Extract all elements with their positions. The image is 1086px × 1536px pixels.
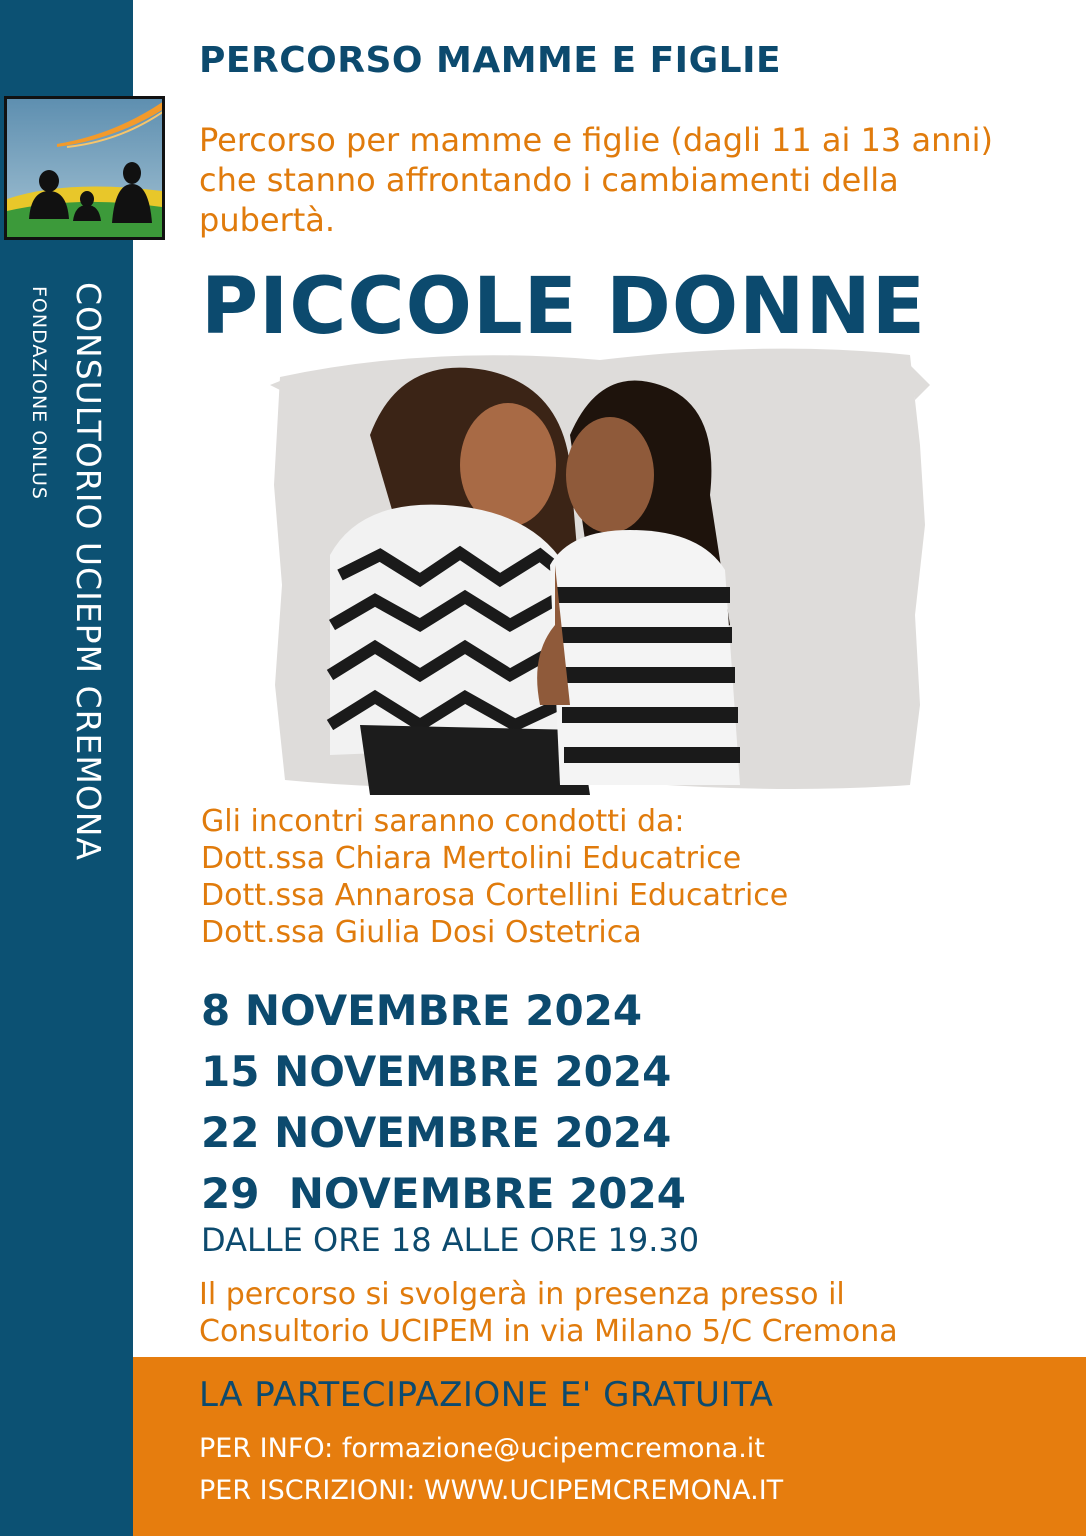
- venue-line: Consultorio UCIPEM in via Milano 5/C Cremona: [199, 1314, 898, 1349]
- date-item: 22 NOVEMBRE 2024: [201, 1108, 672, 1157]
- dates-list: [201, 980, 686, 1224]
- info-email[interactable]: PER INFO: formazione@ucipemcremona.it: [199, 1433, 765, 1464]
- hours-text: DALLE ORE 18 ALLE ORE 19.30: [201, 1221, 700, 1259]
- org-name: CONSULTORIO UCIEPM CREMONA: [69, 282, 108, 862]
- mother-daughter-photo-icon: [270, 325, 930, 800]
- venue-section: [199, 1276, 1059, 1350]
- venue-line: Il percorso si svolgerà in presenza presso il: [199, 1277, 845, 1312]
- free-participation-text: LA PARTECIPAZIONE E' GRATUITA: [199, 1375, 774, 1415]
- footer-banner: [133, 1357, 1086, 1536]
- intro-text: Percorso per mamme e figlie (dagli 11 ai 13 anni) che stanno affrontando i cambiamenti della pubertà.: [199, 121, 993, 239]
- conductor-name: Dott.ssa Chiara Mertolini Educatrice: [201, 841, 742, 876]
- page-title: PICCOLE DONNE: [201, 262, 927, 352]
- conductors-section: [201, 803, 1021, 951]
- org-subtitle: FONDAZIONE ONLUS: [28, 286, 50, 500]
- conductor-name: Dott.ssa Annarosa Cortellini Educatrice: [201, 878, 789, 913]
- date-item: 29 NOVEMBRE 2024: [201, 1169, 686, 1218]
- family-silhouette-logo-icon: [4, 96, 165, 240]
- conductors-intro: Gli incontri saranno condotti da:: [201, 804, 685, 839]
- date-item: 8 NOVEMBRE 2024: [201, 986, 643, 1035]
- registration-website[interactable]: PER ISCRIZIONI: WWW.UCIPEMCREMONA.IT: [199, 1475, 784, 1506]
- date-item: 15 NOVEMBRE 2024: [201, 1047, 672, 1096]
- sidebar: [0, 0, 133, 1536]
- course-subtitle: PERCORSO MAMME E FIGLIE: [199, 40, 782, 81]
- conductor-name: Dott.ssa Giulia Dosi Ostetrica: [201, 915, 642, 950]
